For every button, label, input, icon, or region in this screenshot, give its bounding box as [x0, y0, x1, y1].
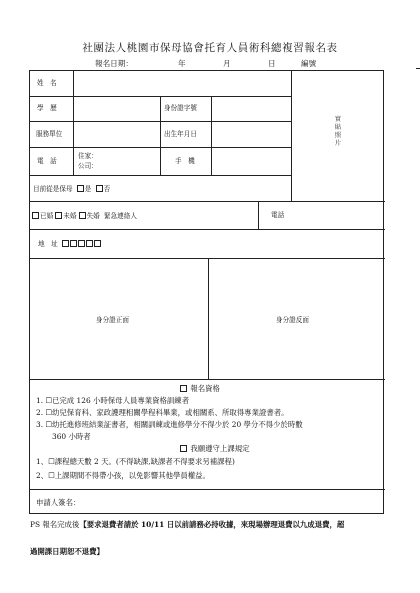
serial-label: 編號 [301, 59, 317, 68]
postal-box-1[interactable] [62, 240, 69, 247]
emergency-phone-label: 電話 [271, 211, 285, 219]
widowed-label: 失婚 [86, 212, 100, 220]
married-checkbox[interactable] [32, 212, 39, 219]
married-label: 已婚 [40, 212, 54, 220]
home-phone-label: 住家： [78, 152, 98, 160]
id-front-area[interactable] [31, 259, 207, 378]
month-label: 月 [223, 59, 231, 68]
rules-checkbox[interactable] [180, 445, 187, 452]
current-nanny-label: 目前從是保母 [33, 185, 73, 193]
no-label: 否 [103, 185, 111, 193]
employer-label: 服務單位 [36, 130, 63, 138]
rules-title-row [180, 445, 250, 452]
photo-area[interactable] [292, 72, 384, 200]
marital-status-row [32, 212, 137, 220]
id-number-label: 身份證字號 [164, 104, 197, 112]
education-label: 學 歷 [37, 104, 57, 112]
postal-box-5[interactable] [94, 240, 101, 247]
employer-field[interactable] [74, 122, 159, 146]
postal-box-4[interactable] [86, 240, 93, 247]
ps-notice-line1: 【要求退費者請於 10/11 日以前請務必持收據，來現場辦理退費以九成退費，超 [79, 520, 345, 529]
unmarried-checkbox[interactable] [55, 212, 62, 219]
name-label: 姓 名 [37, 79, 57, 87]
postal-box-2[interactable] [70, 240, 77, 247]
id-back-label: 身分證反面 [276, 316, 309, 324]
id-back-area[interactable] [209, 259, 384, 378]
year-label: 年 [178, 59, 186, 68]
phone-label: 電 話 [37, 157, 57, 165]
ps-notice-line2: 過開課日期恕不退費】 [30, 547, 104, 556]
date-label: 報名日期： [95, 59, 133, 68]
mobile-field[interactable] [212, 148, 290, 174]
current-nanny-row [33, 185, 110, 193]
qualifications-title-row [180, 385, 220, 392]
unmarried-label: 未婚 [63, 212, 77, 220]
signature-label: 申請人簽名： [36, 498, 81, 507]
widowed-checkbox[interactable] [79, 212, 86, 219]
education-field[interactable] [74, 97, 159, 120]
yes-checkbox[interactable] [77, 185, 84, 192]
name-field[interactable] [74, 72, 290, 95]
rule-item-2[interactable]: 2、☐上課期間不得帶小孩，以免影響其他學員權益。 [36, 471, 210, 480]
mobile-label: 手 機 [175, 157, 195, 165]
rules-title: 我願遵守上課規定 [190, 444, 250, 453]
emergency-phone-field[interactable] [290, 202, 384, 228]
serial-field[interactable] [416, 68, 420, 69]
address-label: 地 址 [38, 240, 58, 248]
emergency-contact-field[interactable] [170, 202, 257, 228]
ps-notice [30, 521, 400, 528]
form-title: 社團法人桃園市保母協會托育人員術科總複習報名表 [82, 42, 338, 54]
id-front-label: 身分證正面 [96, 316, 129, 324]
birthdate-label: 出生年月日 [164, 130, 197, 138]
postal-box-3[interactable] [78, 240, 85, 247]
registration-date-row [95, 58, 385, 70]
registration-form [29, 70, 384, 514]
qualification-item-3[interactable]: 3. ☐幼托進修班結業証書者，相關訓練或進修學分不得少於 20 學分不得少於時數 [36, 420, 303, 429]
yes-label: 是 [84, 185, 92, 193]
qualification-item-3-cont: 360 小時者 [52, 432, 91, 441]
phone-field[interactable] [102, 148, 159, 174]
address-field[interactable] [120, 230, 384, 257]
qualifications-title: 報名資格 [190, 384, 220, 393]
qualification-item-1[interactable]: 1. ☐已完成 126 小時保母人員專業資格訓練者 [36, 396, 190, 405]
qualification-item-2[interactable]: 2. ☐幼兒保育科、家政護理相關學程科畢業，或相關系、所取得專業證書者。 [36, 408, 289, 417]
qualifications-checkbox[interactable] [180, 385, 187, 392]
address-row [38, 240, 102, 248]
rule-item-1[interactable]: 1、☐課程總天數 2 天。(不得缺課,缺課者不得要求另補課程) [36, 457, 235, 466]
no-checkbox[interactable] [96, 185, 103, 192]
photo-label: 實貼照片 [334, 116, 342, 147]
birthdate-field[interactable] [212, 122, 290, 146]
ps-prefix: PS 報名完成後 [30, 520, 80, 529]
id-number-field[interactable] [212, 97, 290, 120]
emergency-contact-label: 緊急連絡人 [103, 212, 137, 220]
signature-field[interactable] [90, 490, 384, 514]
company-phone-label: 公司： [78, 162, 98, 170]
day-label: 日 [268, 59, 276, 68]
